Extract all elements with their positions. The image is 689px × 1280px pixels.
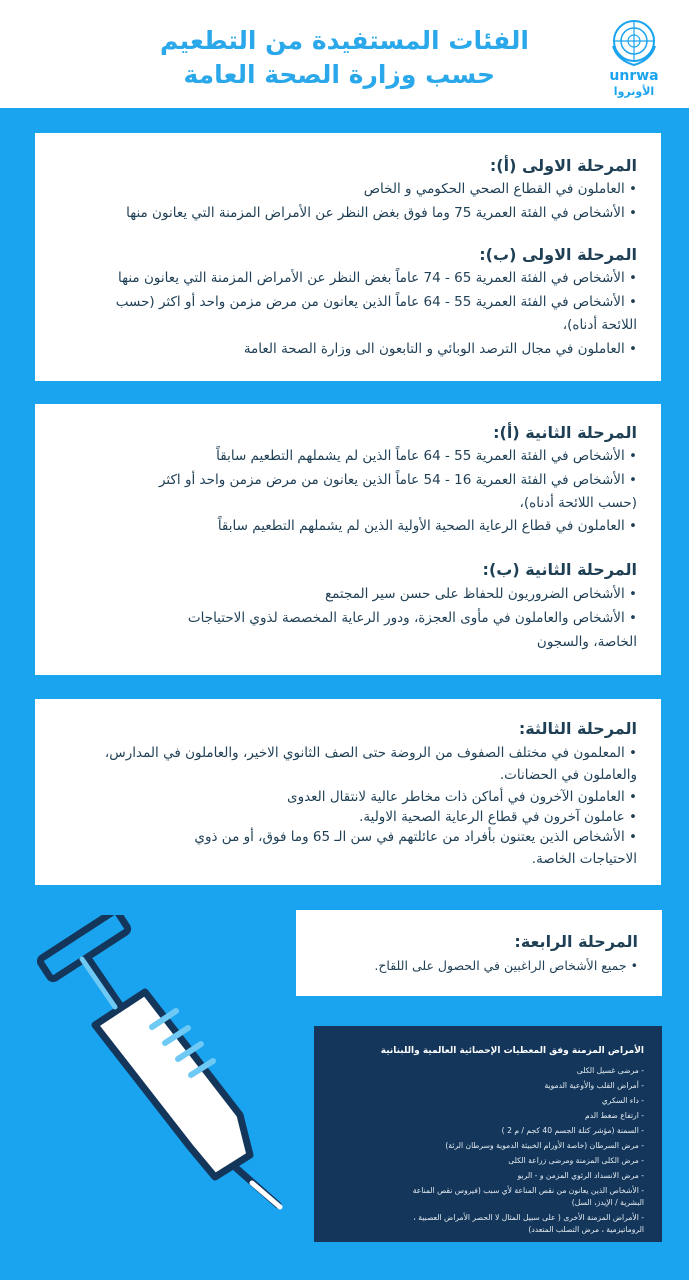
legend-item: - ارتفاع ضغط الدم [585,1111,644,1120]
phase1a-title: المرحلة الاولى (أ): [489,156,637,175]
legend-item: - مرض السرطان (خاصة الأورام الخبيثة الدموية وسرطان الرئة) [445,1141,644,1150]
list-item: • العاملون في قطاع الرعاية الصحية الأولية الذين لم يشملهم التطعيم سابقاً [217,518,637,534]
list-item: (حسب اللائحة أدناه)، [519,495,637,511]
legend-item: - السمنة (مؤشر كتلة الجسم 40 كجم / م 2 ) [501,1126,644,1135]
logo-text-ar: الأونروا [613,85,655,98]
list-item: الاحتياجات الخاصة. [531,851,637,867]
list-item: الخاصة، والسجون [536,634,637,650]
legend-item: - مرضى غسيل الكلى [576,1066,644,1075]
logo-text-en: unrwa [609,68,659,84]
list-item: والعاملون في الحضانات. [499,767,637,783]
chronic-diseases-legend [314,1026,662,1242]
page-title: الفئات المستفيدة من التطعيم [160,26,529,55]
legend-item: - مرض الانسداد الرئوي المزمن و - الربو [517,1171,644,1180]
unrwa-logo [593,16,675,98]
list-item: • العاملون في مجال الترصد الوبائي و التابعون الى وزارة الصحة العامة [243,341,637,357]
header [0,0,689,108]
phase4-title: المرحلة الرابعة: [514,932,638,951]
list-item: • الأشخاص والعاملون في مأوى العجزة، ودور الرعاية المخصصة لذوي الاحتياجات [187,610,637,626]
phase2b-title: المرحلة الثانية (ب): [482,560,637,579]
legend-item: الروماتيزمية ، مرض التصلب المتعدد) [528,1225,644,1234]
legend-item: - الأشخاص الذين يعانون من نقص المناعة لأي سبب (فيروس نقص المناعة [412,1186,644,1195]
legend-item: - مرض الكلى المزمنة ومرضى زراعة الكلى [508,1156,644,1165]
un-emblem-icon [607,16,661,70]
list-item: • عاملون آخرون في قطاع الرعاية الصحية الاولية. [359,809,637,825]
list-item: • الأشخاص الضروريون للحفاظ على حسن سير المجتمع [324,586,637,602]
phase1b-title: المرحلة الاولى (ب): [479,245,637,264]
legend-item: - أمراض القلب والأوعية الدموية [544,1081,644,1090]
list-item: • المعلمون في مختلف الصفوف من الروضة حتى الصف الثانوي الاخير، والعاملون في المدارس، [104,745,637,761]
legend-title: الأمراض المزمنة وفق المعطيات الإحصائية العالمية واللبنانية [380,1046,644,1056]
legend-item: - الأمراض المزمنة الأخرى ( على سبيل المثال لا الحصر الأمراض العصبية ، [413,1213,644,1222]
phase2-card [35,404,661,675]
legend-item: - داء السكري [601,1096,644,1105]
phase3-title: المرحلة الثالثة: [518,719,637,738]
syringe-icon [20,915,290,1215]
list-item: • الأشخاص في الفئة العمرية 55 - 64 عاماً الذين لم يشملهم التطعيم سابقاً [216,448,637,464]
list-item: • الأشخاص في الفئة العمرية 55 - 64 عاماً الذين يعانون من مرض مزمن واحد أو اكثر (حسب [115,294,637,310]
list-item: اللائحة أدناه)، [562,317,637,333]
phase2a-title: المرحلة الثانية (أ): [493,423,637,442]
list-item: • الأشخاص في الفئة العمرية 75 وما فوق بغض النظر عن الأمراض المزمنة التي يعانون منها [126,205,637,221]
phase4-card [296,910,662,996]
list-item: • الأشخاص في الفئة العمرية 16 - 54 عاماً الذين يعانون من مرض مزمن واحد أو اكثر [158,472,637,488]
list-item: • الأشخاص الذين يعتنون بأفراد من عائلتهم في سن الـ 65 وما فوق، أو من ذوي [194,829,637,845]
list-item: • الأشخاص في الفئة العمرية 65 - 74 عاماً بغض النظر عن الأمراض المزمنة التي يعانون منها [118,270,637,286]
phase3-card [35,699,661,885]
legend-item: البشرية / الإيدز، السل) [571,1198,644,1207]
list-item: • جميع الأشخاص الراغبين في الحصول على اللقاح. [374,958,638,973]
list-item: • العاملون في القطاع الصحي الحكومي و الخاص [363,181,637,197]
phase1-card [35,133,661,381]
page-subtitle: حسب وزارة الصحة العامة [183,60,495,89]
list-item: • العاملون الآخرون في أماكن ذات مخاطر عالية لانتقال العدوى [287,789,637,805]
